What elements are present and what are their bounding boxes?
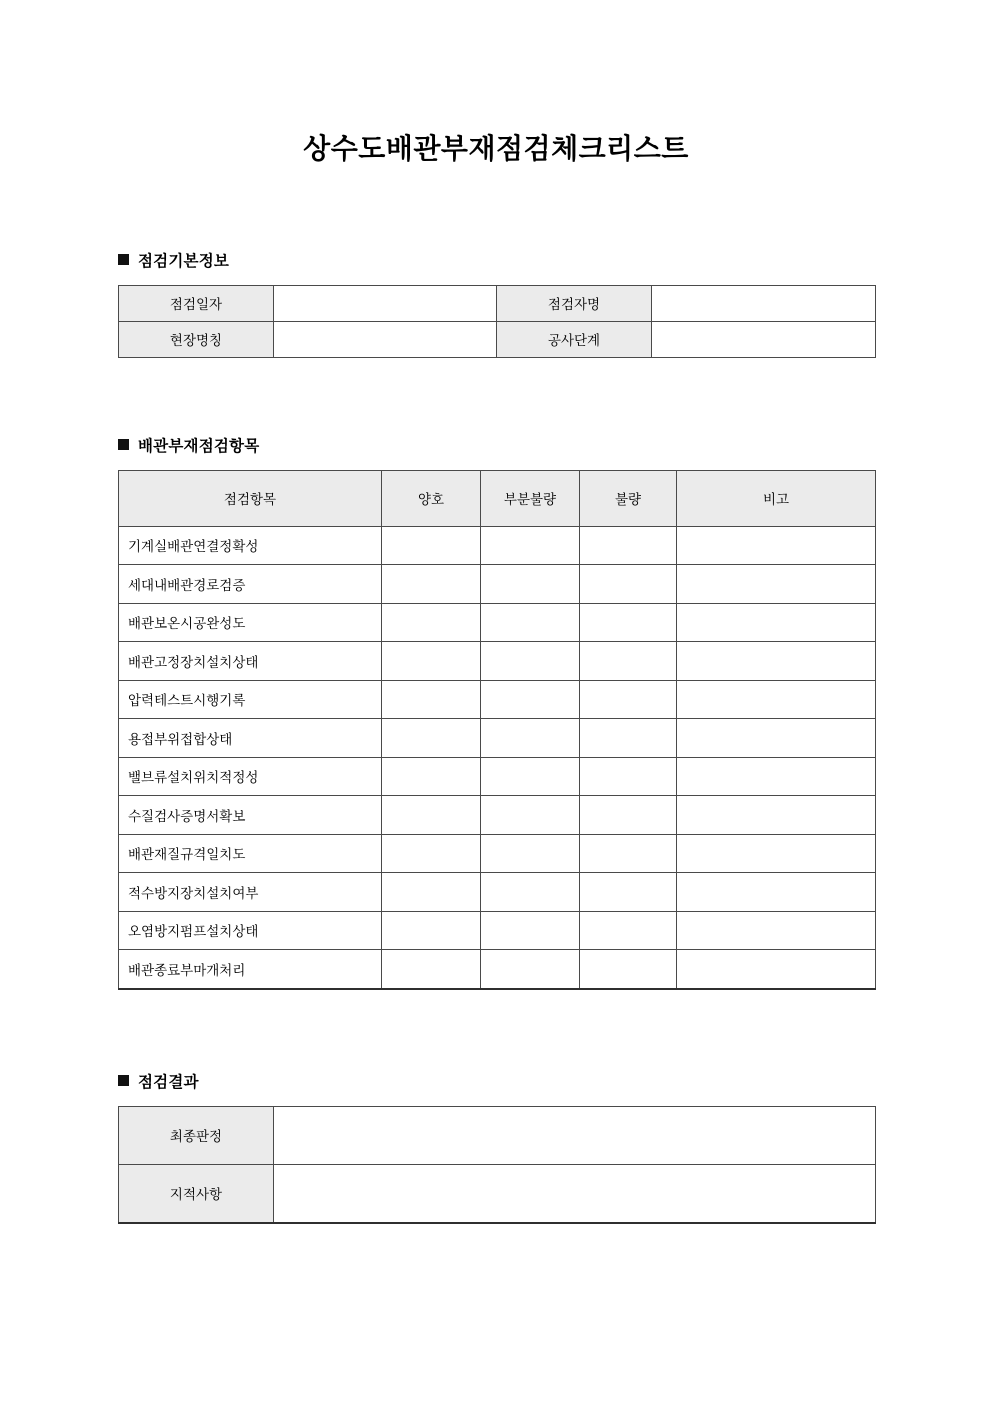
table-row [119,321,876,357]
cell-good-mark[interactable] [382,642,481,681]
cell-defect-mark[interactable] [580,603,677,642]
cell-partial-defect-mark[interactable] [481,796,580,835]
cell-partial-defect-mark[interactable] [481,642,580,681]
cell-defect-mark[interactable] [580,950,677,989]
cell-defect-mark[interactable] [580,757,677,796]
table-row [119,757,876,796]
field-value-findings[interactable] [274,1164,876,1223]
table-header-row [119,470,876,526]
cell-partial-defect-mark[interactable] [481,680,580,719]
cell-item-name: 배관보온시공완성도 [119,603,382,642]
cell-good-mark[interactable] [382,950,481,989]
table-row [119,680,876,719]
cell-good-mark[interactable] [382,603,481,642]
cell-good-mark[interactable] [382,757,481,796]
table-row [119,873,876,912]
field-label-inspection-date: 점검일자 [119,285,274,321]
cell-item-name: 배관고정장치설치상태 [119,642,382,681]
cell-partial-defect-mark[interactable] [481,757,580,796]
section-heading-inspection-items-label: 배관부재점검항목 [138,437,260,455]
cell-remarks[interactable] [677,873,876,912]
cell-defect-mark[interactable] [580,873,677,912]
cell-good-mark[interactable] [382,873,481,912]
cell-remarks[interactable] [677,834,876,873]
cell-defect-mark[interactable] [580,526,677,565]
cell-remarks[interactable] [677,642,876,681]
cell-item-name: 수질검사증명서확보 [119,796,382,835]
table-row [119,285,876,321]
basic-info-table [118,285,876,358]
cell-item-name: 적수방지장치설치여부 [119,873,382,912]
table-row [119,796,876,835]
field-label-site-name: 현장명칭 [119,321,274,357]
table-row [119,1164,876,1223]
cell-good-mark[interactable] [382,526,481,565]
cell-good-mark[interactable] [382,680,481,719]
cell-good-mark[interactable] [382,796,481,835]
section-heading-basic-info [118,249,874,271]
inspection-result-table [118,1106,876,1224]
section-heading-basic-info-label: 점검기본정보 [138,252,230,270]
cell-partial-defect-mark[interactable] [481,950,580,989]
field-value-site-name[interactable] [274,321,497,357]
cell-partial-defect-mark[interactable] [481,834,580,873]
cell-remarks[interactable] [677,526,876,565]
square-bullet-icon [118,254,129,265]
cell-defect-mark[interactable] [580,796,677,835]
table-row [119,526,876,565]
section-heading-result [118,1070,874,1092]
cell-item-name: 오염방지펌프설치상태 [119,911,382,950]
inspection-items-table [118,470,876,990]
column-header-defect: 불량 [580,470,677,526]
column-header-good: 양호 [382,470,481,526]
field-label-construction-stage: 공사단계 [497,321,652,357]
cell-partial-defect-mark[interactable] [481,873,580,912]
cell-item-name: 기계실배관연결정확성 [119,526,382,565]
field-label-final-judgement: 최종판정 [119,1106,274,1164]
section-heading-inspection-items [118,434,874,456]
table-row [119,911,876,950]
cell-partial-defect-mark[interactable] [481,526,580,565]
table-row [119,834,876,873]
table-row [119,1106,876,1164]
cell-partial-defect-mark[interactable] [481,719,580,758]
cell-remarks[interactable] [677,719,876,758]
column-header-remarks: 비고 [677,470,876,526]
square-bullet-icon [118,1075,129,1086]
field-value-inspector-name[interactable] [652,285,876,321]
cell-item-name: 세대내배관경로검증 [119,565,382,604]
cell-defect-mark[interactable] [580,911,677,950]
cell-remarks[interactable] [677,950,876,989]
page-title: 상수도배관부재점검체크리스트 [303,133,689,164]
table-row [119,950,876,989]
cell-item-name: 용접부위접합상태 [119,719,382,758]
field-value-inspection-date[interactable] [274,285,497,321]
cell-good-mark[interactable] [382,719,481,758]
table-row [119,642,876,681]
cell-partial-defect-mark[interactable] [481,565,580,604]
square-bullet-icon [118,439,129,450]
table-row [119,603,876,642]
column-header-partial-defect: 부분불량 [481,470,580,526]
cell-remarks[interactable] [677,796,876,835]
field-value-construction-stage[interactable] [652,321,876,357]
cell-remarks[interactable] [677,603,876,642]
cell-item-name: 밸브류설치위치적정성 [119,757,382,796]
cell-good-mark[interactable] [382,565,481,604]
column-header-item: 점검항목 [119,470,382,526]
cell-partial-defect-mark[interactable] [481,603,580,642]
section-heading-result-label: 점검결과 [138,1073,199,1091]
field-label-inspector-name: 점검자명 [497,285,652,321]
cell-good-mark[interactable] [382,834,481,873]
cell-item-name: 배관재질규격일치도 [119,834,382,873]
cell-defect-mark[interactable] [580,565,677,604]
field-label-findings: 지적사항 [119,1164,274,1223]
field-value-final-judgement[interactable] [274,1106,876,1164]
table-row [119,565,876,604]
cell-item-name: 배관종료부마개처리 [119,950,382,989]
cell-partial-defect-mark[interactable] [481,911,580,950]
cell-defect-mark[interactable] [580,680,677,719]
cell-remarks[interactable] [677,680,876,719]
cell-defect-mark[interactable] [580,642,677,681]
cell-good-mark[interactable] [382,911,481,950]
table-row [119,719,876,758]
cell-item-name: 압력테스트시행기록 [119,680,382,719]
cell-remarks[interactable] [677,757,876,796]
cell-remarks[interactable] [677,565,876,604]
cell-defect-mark[interactable] [580,719,677,758]
cell-remarks[interactable] [677,911,876,950]
cell-defect-mark[interactable] [580,834,677,873]
